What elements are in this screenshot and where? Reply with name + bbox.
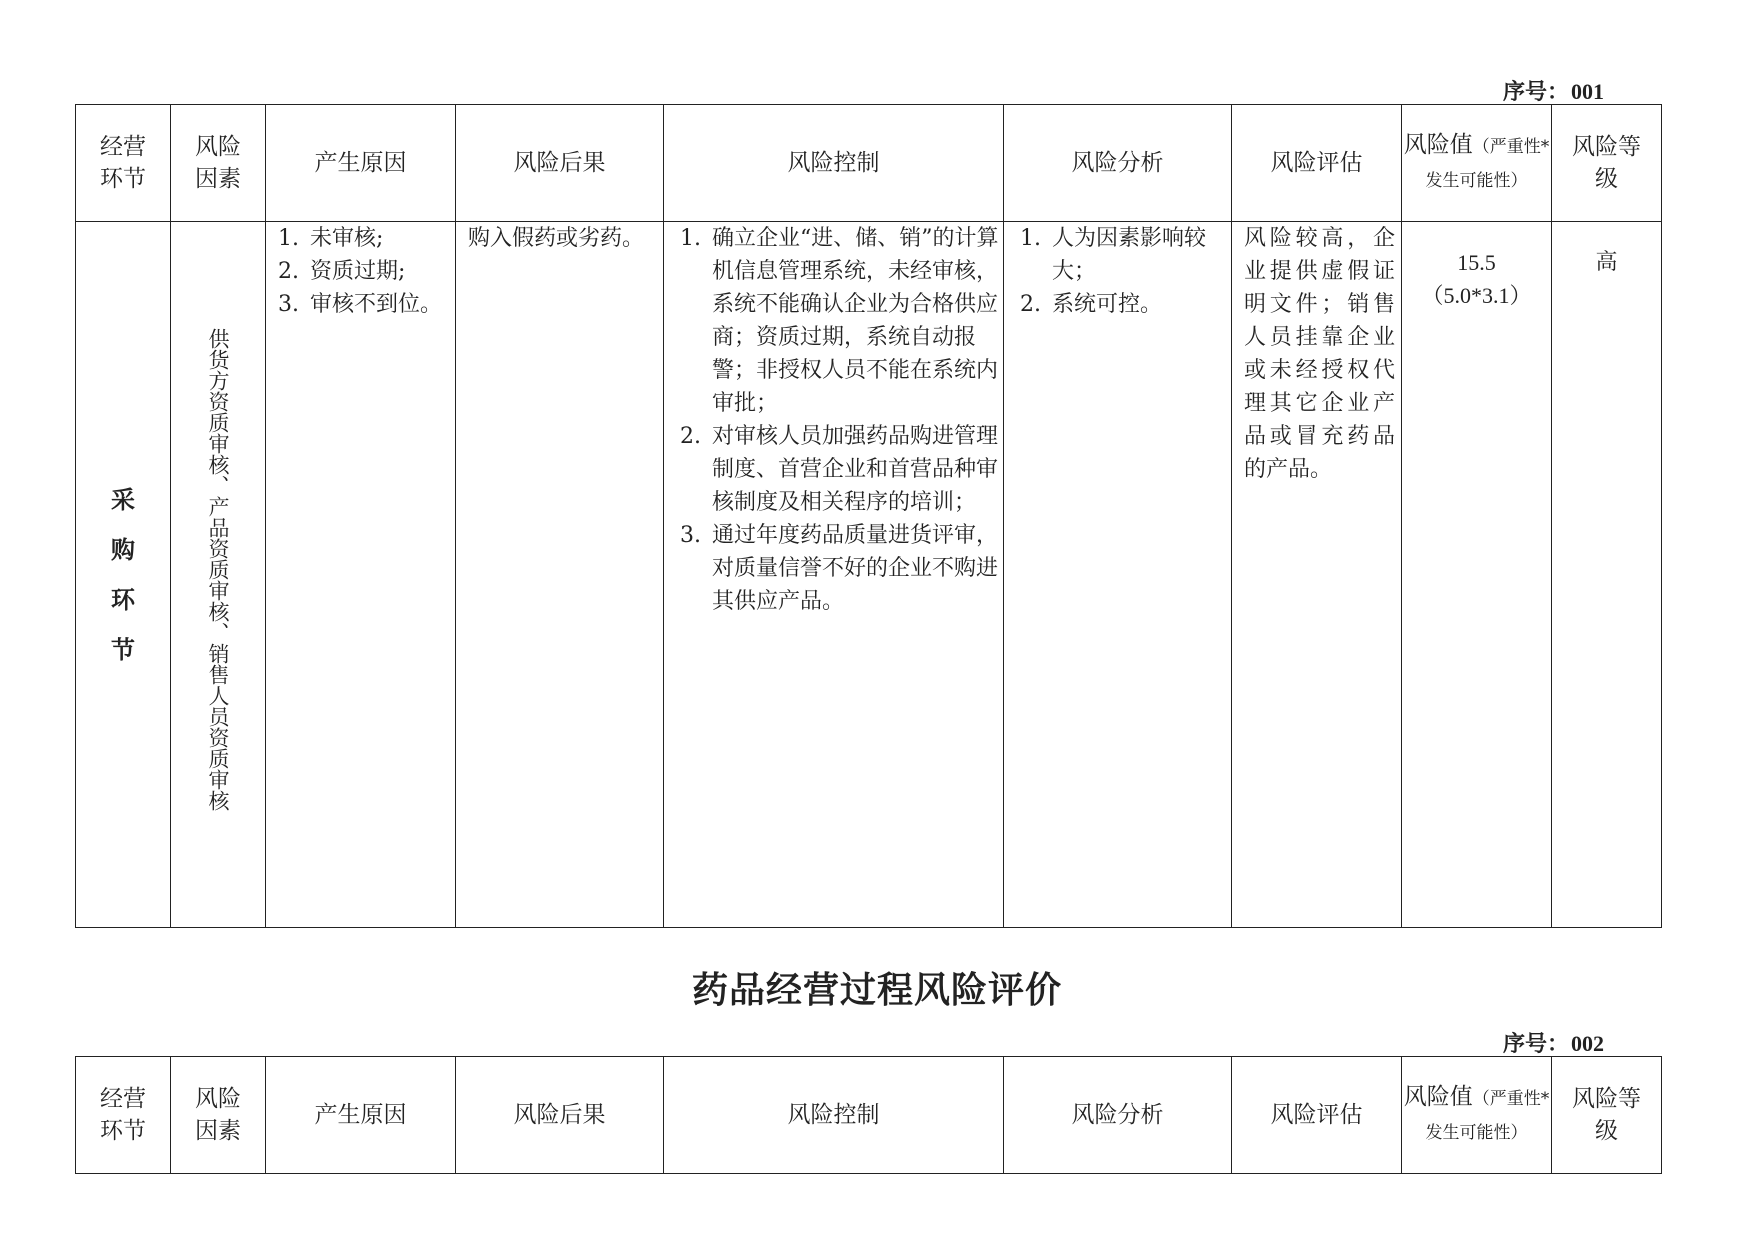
header-value: 风险值（严重性*发生可能性） (1402, 1057, 1552, 1174)
header-control: 风险控制 (664, 105, 1004, 222)
risk-table-002 (75, 1056, 1662, 1174)
table-row (76, 222, 1662, 928)
list-item: 2. 对审核人员加强药品购进管理制度、首营企业和首营品种审核制度及相关程序的培训； (708, 420, 999, 519)
risk-table-001 (75, 104, 1662, 928)
table-header-row (76, 1057, 1662, 1174)
evaluation-cell (1232, 222, 1402, 928)
list-item: 1. 确立企业“进、储、销”的计算机信息管理系统，未经审核，系统不能确认企业为合格供应商；资质过期，系统自动报警；非授权人员不能在系统内审批； (708, 222, 999, 420)
header-cause: 产生原因 (266, 105, 456, 222)
header-evaluation: 风险评估 (1232, 105, 1402, 222)
cause-cell (266, 222, 456, 928)
factor-text: 供货方资质审核、产品资质审核、销售人员资质审核 (206, 328, 230, 811)
analysis-cell (1004, 222, 1232, 928)
control-cell (664, 222, 1004, 928)
risk-value: 15.5 (1457, 250, 1496, 275)
header-factor: 风险 因素 (171, 1057, 266, 1174)
header-cause: 产生原因 (266, 1057, 456, 1174)
value-cell (1402, 222, 1552, 928)
header-value: 风险值（严重性*发生可能性） (1402, 105, 1552, 222)
stage-cell (76, 222, 171, 928)
factor-cell (171, 222, 266, 928)
serial-number-001 (1503, 75, 1604, 106)
list-item: 1. 人为因素影响较大； (1048, 222, 1227, 288)
serial-label: 序号： (1502, 79, 1569, 104)
list-item: 3. 审核不到位。 (306, 288, 451, 321)
list-item: 2. 系统可控。 (1048, 288, 1227, 321)
risk-level: 高 (1595, 250, 1618, 275)
header-level: 风险等 级 (1552, 1057, 1662, 1174)
list-item: 3. 通过年度药品质量进货评审，对质量信誉不好的企业不购进其供应产品。 (708, 519, 999, 618)
list-item: 2. 资质过期; (306, 255, 451, 288)
evaluation-text: 风险较高，企业提供虚假证明文件；销售人员挂靠企业或未经授权代理其它企业产品或冒充药品的产品。 (1244, 226, 1395, 482)
consequence-cell (456, 222, 664, 928)
table-header-row (76, 105, 1662, 222)
header-evaluation: 风险评估 (1232, 1057, 1402, 1174)
header-consequence: 风险后果 (456, 1057, 664, 1174)
header-analysis: 风险分析 (1004, 1057, 1232, 1174)
header-analysis: 风险分析 (1004, 105, 1232, 222)
header-consequence: 风险后果 (456, 105, 664, 222)
analysis-list (1004, 222, 1231, 321)
consequence-text: 购入假药或劣药。 (468, 226, 645, 251)
cause-list (266, 222, 455, 321)
serial-label: 序号： (1502, 1031, 1569, 1056)
list-item: 1. 未审核; (306, 222, 451, 255)
risk-formula: （5.0*3.1） (1421, 283, 1532, 308)
header-factor: 风险 因素 (171, 105, 266, 222)
header-control: 风险控制 (664, 1057, 1004, 1174)
control-list (664, 222, 1003, 618)
header-stage: 经营 环节 (76, 1057, 171, 1174)
serial-value: 001 (1571, 79, 1604, 104)
serial-value: 002 (1571, 1031, 1604, 1056)
header-stage: 经营 环节 (76, 105, 171, 222)
page-title: 药品经营过程风险评价 (691, 970, 1062, 1011)
level-cell (1552, 222, 1662, 928)
header-level: 风险等 级 (1552, 105, 1662, 222)
serial-number-002 (1503, 1027, 1604, 1058)
stage-label: 采 购 环 节 (111, 484, 135, 664)
